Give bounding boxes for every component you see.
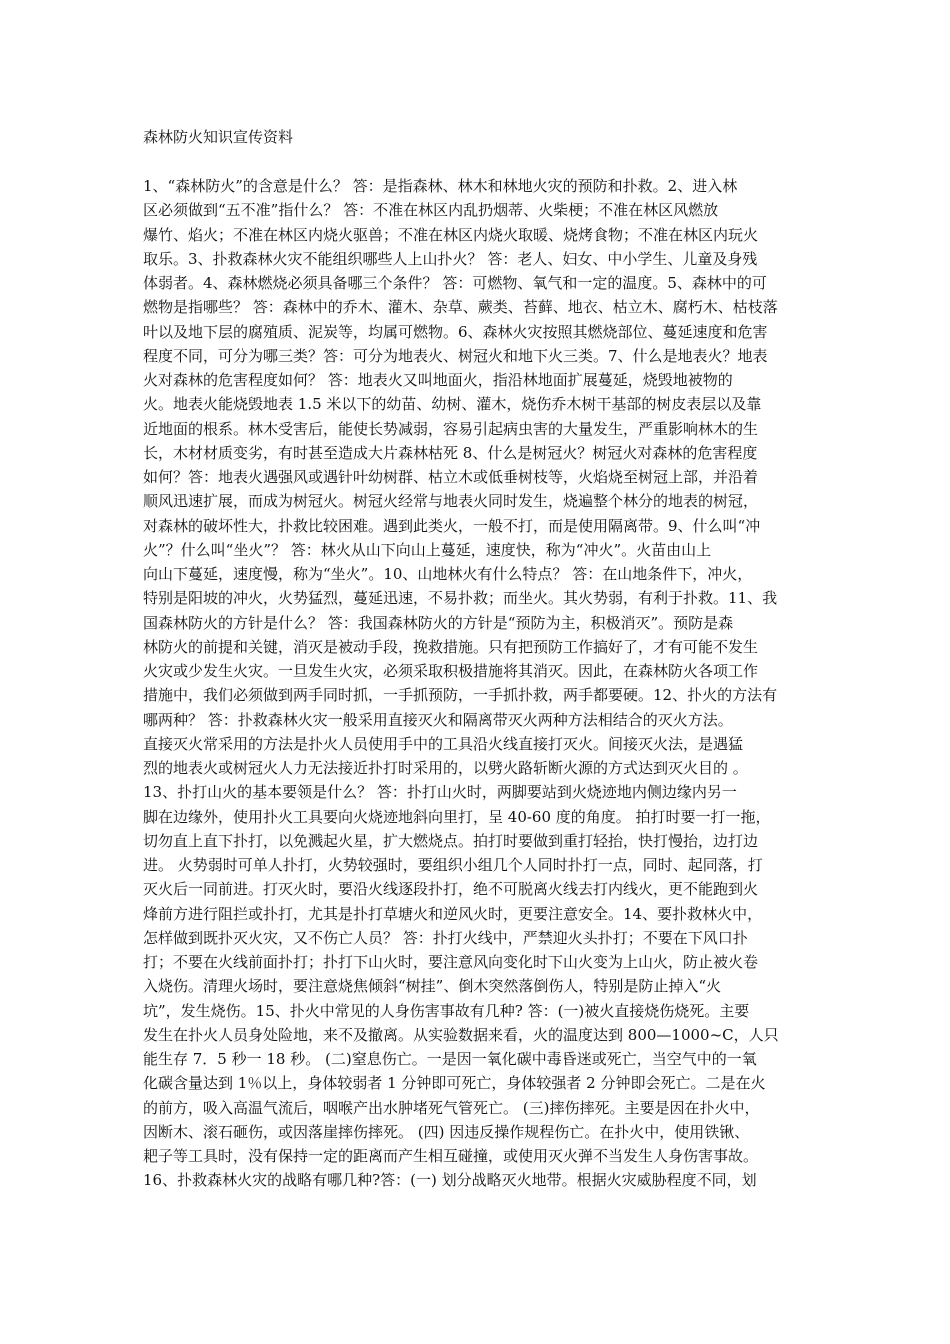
body-text-line: 入烧伤。清理火场时，要注意烧焦倾斜“树挂”、倒木突然落倒伤人，特别是防止掉入“火 [143, 977, 722, 996]
body-text-line: 火”？什么叫“坐火”？ 答：林火从山下向山上蔓延，速度快，称为“冲火”。火苗由山上 [143, 540, 712, 559]
body-text-line: 怎样做到既扑灭火灾，又不伤亡人员？ 答：扑打火线中，严禁迎火头扑打；不要在下风口扑 [143, 928, 748, 947]
body-text-line: 16、扑救森林火灾的战略有哪几种?答：(一) 划分战略灭火地带。根据火灾威胁程度不同，划 [143, 1171, 757, 1190]
document-title: 森林防火知识宣传资料 [143, 128, 294, 146]
body-text-line: 特别是阳坡的冲火，火势猛烈，蔓延迅速，不易扑救；而坐火。其火势弱，有利于扑救。11、我 [143, 589, 778, 608]
body-text-line: 叶以及地下层的腐殖质、泥炭等，均属可燃物。6、森林火灾按照其燃烧部位、蔓延速度和危害 [143, 322, 768, 341]
body-text-line: 13、扑打山火的基本要领是什么？ 答：扑打山火时，两脚要站到火烧迹地内侧边缘内另一 [143, 783, 737, 802]
body-text-line: 烽前方进行阻拦或扑打，尤其是扑打草塘火和逆风火时，更要注意安全。14、要扑救林火中， [143, 904, 763, 923]
body-text-line: 向山下蔓延，速度慢，称为“坐火”。10、山地林火有什么特点？ 答：在山地条件下，冲火， [143, 565, 753, 583]
body-text-line: 发生在扑火人员身处险地，来不及撤离。从实验数据来看，火的温度达到 800—1000~C，人只 [143, 1025, 779, 1044]
body-text-line: 体弱者。4、森林燃烧必须具备哪三个条件？ 答：可燃物、氧气和一定的温度。5、森林中的可 [143, 274, 767, 292]
body-text-line: 哪两种？ 答：扑救森林火灾一般采用直接灭火和隔离带灭火两种方法相结合的灭火方法。 [143, 710, 733, 729]
body-text-line: 措施中，我们必须做到两手同时抓，一手抓预防，一手抓扑救，两手都要硬。12、扑火的方法有 [143, 686, 778, 705]
body-text-line: 切勿直上直下扑打，以免溅起火星，扩大燃烧点。拍打时要做到重打轻抬，快打慢抬，边打边 [143, 831, 759, 850]
body-text-line: 灭火后一同前进。打灭火时，要沿火线逐段扑打，绝不可脱离火线去打内线火，更不能跑到火 [143, 880, 759, 899]
body-text-line: 的前方，吸入高温气流后，咽喉产出水肿堵死气管死亡。 (三)摔伤摔死。主要是因在扑火中， [143, 1098, 760, 1117]
body-text-line: 直接灭火常采用的方法是扑火人员使用手中的工具沿火线直接打灭火。间接灭火法，是遇猛 [143, 734, 744, 753]
body-text-line: 烈的地表火或树冠火人力无法接近扑打时采用的，以劈火路斩断火源的方式达到灭火目的 。 [143, 759, 748, 777]
body-text-line: 程度不同，可分为哪三类？答：可分为地表火、树冠火和地下火三类。7、什么是地表火？地表 [143, 346, 768, 365]
body-text-line: 能生存 7．5 秒一 18 秒。 (二)窒息伤亡。一是因一氧化碳中毒昏迷或死亡，当空气中的一氧 [143, 1050, 757, 1068]
body-text-line: 火。地表火能烧毁地表 1.5 米以下的幼苗、幼树、灌木，烧伤乔木树干基部的树皮表层以及靠 [143, 395, 762, 414]
body-text-line: 林防火的前提和关键，消灭是被动手段，挽救措施。只有把预防工作搞好了，才有可能不发生 [143, 637, 759, 656]
body-text-line: 如何？答：地表火遇强风或遇针叶幼树群、枯立木或低垂树枝等，火焰烧至树冠上部，并沿着 [143, 468, 759, 486]
body-text-line: 进。 火势弱时可单人扑打，火势较强时，要组织小组几个人同时扑打一点，同时、起同落，打 [143, 856, 763, 874]
body-text-line: 取乐。3、扑救森林火灾不能组织哪些人上山扑火？ 答：老人、妇女、中小学生、儿童及身残 [143, 249, 758, 268]
body-text-line: 打；不要在火线前面扑打；扑打下山火时，要注意风向变化时下山火变为上山火，防止被火卷 [143, 953, 759, 971]
body-text-line: 近地面的根系。林木受害后，能使长势减弱，容易引起病虫害的大量发生，严重影响林木的生 [143, 419, 759, 438]
body-text-line: 因断木、滚石砸伤，或因落崖摔伤摔死。 (四) 因违反操作规程伤亡。在扑火中，使用铁锹、 [143, 1122, 750, 1141]
body-text-line: 爆竹、焰火；不准在林区内烧火驱兽；不准在林区内烧火取暖、烧烤食物；不准在林区内玩火 [143, 225, 759, 244]
body-text-line: 火灾或少发生火灾。一旦发生火灾，必须采取积极措施将其消灭。因此，在森林防火各项工作 [143, 662, 759, 680]
body-text-line: 化碳含量达到 1％以上，身体较弱者 1 分钟即可死亡，身体较强者 2 分钟即会死亡。二是在火 [143, 1074, 766, 1093]
document-body [143, 174, 815, 1193]
body-text-line: 顺风迅速扩展，而成为树冠火。树冠火经常与地表火同时发生，烧遍整个林分的地表的树冠， [143, 492, 759, 511]
body-text-line: 长，木材材质变劣，有时甚至造成大片森林枯死 8、什么是树冠火？树冠火对森林的危害程度 [143, 443, 758, 462]
body-text-line: 1、“森林防火”的含意是什么？ 答：是指森林、林木和林地火灾的预防和扑救。2、进入林 [143, 177, 738, 195]
body-text-line: 对森林的破坏性大，扑救比较困难。遇到此类火，一般不打，而是使用隔离带。9、什么叫“冲 [143, 516, 761, 535]
body-text-line: 区必须做到“五不准”指什么？ 答：不准在林区内乱扔烟蒂、火柴梗；不准在林区风燃放 [143, 201, 719, 220]
body-text-line: 坑”，发生烧伤。15、扑火中常见的人身伤害事故有几种? 答：(一)被火直接烧伤烧死。主要 [143, 1001, 750, 1020]
body-text-line: 燃物是指哪些？ 答：森林中的乔木、灌木、杂草、蕨类、苔藓、地衣、枯立木、腐朽木、枯枝落 [143, 298, 778, 317]
body-text-line: 国森林防火的方针是什么？ 答：我国森林防火的方针是“预防为主，积极消灭”。预防是森 [143, 613, 734, 632]
body-text-line: 耙子等工具时，没有保持一定的距离而产生相互碰撞，或使用灭火弹不当发生人身伤害事故。 [143, 1147, 759, 1165]
body-text-line: 火对森林的危害程度如何？ 答：地表火又叫地面火，指沿林地面扩展蔓延，烧毁地被物的 [143, 371, 733, 389]
body-text-line: 脚在边缘外，使用扑火工具要向火烧迹地斜向里打，呈 40-60 度的角度。 拍打时要一打一拖， [143, 807, 771, 826]
